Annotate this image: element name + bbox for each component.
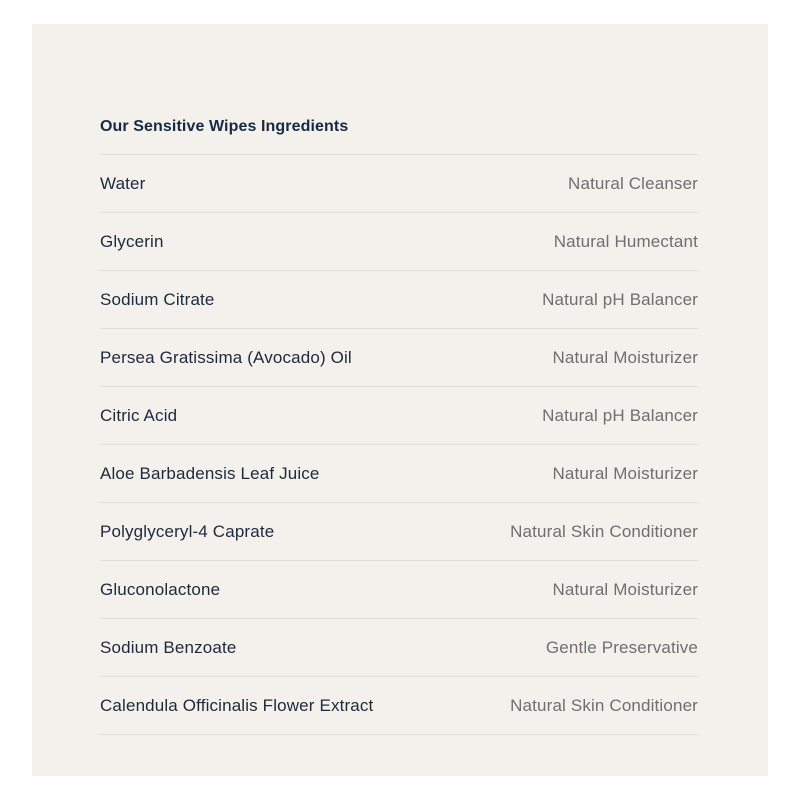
ingredient-name: Glycerin [100,232,164,251]
ingredient-role: Gentle Preservative [545,638,698,657]
table-row [100,155,698,213]
ingredient-name: Calendula Officinalis Flower Extract [100,696,374,715]
ingredient-name: Citric Acid [100,406,178,425]
ingredient-name: Water [100,174,146,193]
ingredient-role: Natural Humectant [553,232,698,251]
table-row [100,445,698,503]
ingredient-role: Natural Moisturizer [552,580,698,599]
ingredient-name: Aloe Barbadensis Leaf Juice [100,464,320,483]
ingredients-card [32,24,768,776]
ingredient-name: Polyglyceryl-4 Caprate [100,522,275,541]
table-row [100,561,698,619]
ingredient-role: Natural Skin Conditioner [510,522,698,541]
ingredient-role: Natural Moisturizer [552,464,698,483]
table-row [100,387,698,445]
ingredient-name: Persea Gratissima (Avocado) Oil [100,348,352,367]
ingredient-role: Natural pH Balancer [542,290,698,309]
ingredient-role: Natural Cleanser [568,174,698,193]
ingredient-name: Gluconolactone [100,580,221,599]
ingredient-role: Natural Skin Conditioner [510,696,698,715]
table-row [100,503,698,561]
ingredient-name: Sodium Benzoate [100,638,237,657]
ingredient-role: Natural pH Balancer [542,406,698,425]
ingredients-table [100,154,698,735]
table-row [100,271,698,329]
table-row [100,677,698,735]
table-row [100,329,698,387]
ingredients-title: Our Sensitive Wipes Ingredients [100,118,349,135]
ingredient-role: Natural Moisturizer [552,348,698,367]
table-row [100,619,698,677]
ingredient-name: Sodium Citrate [100,290,215,309]
table-row [100,213,698,271]
